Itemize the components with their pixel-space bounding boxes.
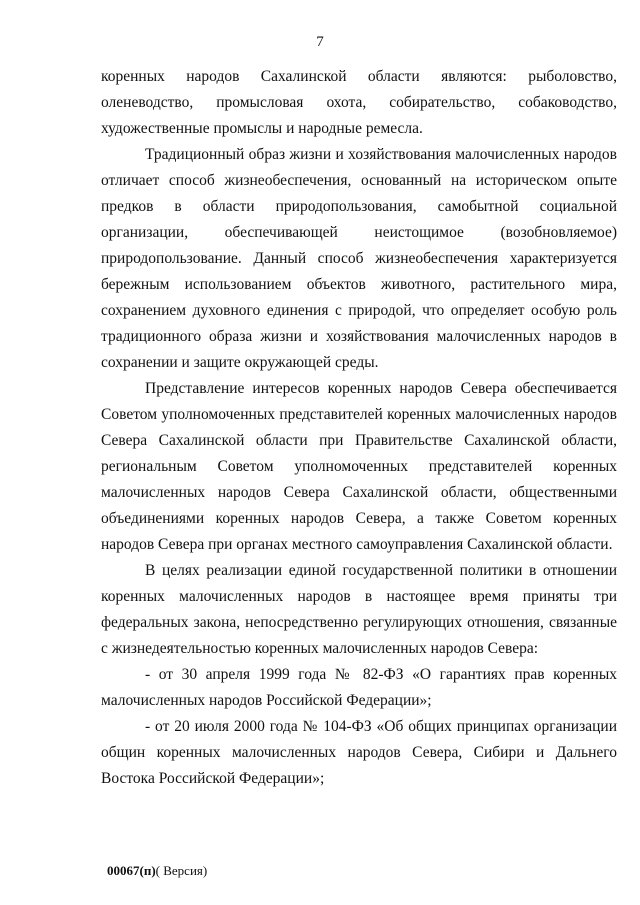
list-item-law-104: - от 20 июля 2000 года № 104-ФЗ «Об общих принципах организации общин коренных малочисленных народов Севера, Сибири и Дальнего Востока Российской Федерации»; (101, 718, 617, 787)
document-footer (107, 863, 207, 879)
list-item-law-82: - от 30 апреля 1999 года № 82-ФЗ «О гарантиях прав коренных малочисленных народов Российской Федерации»; (101, 666, 617, 709)
document-version: ( Версия) (155, 863, 208, 878)
paragraph-3: Представление интересов коренных народов Севера обеспечивается Советом уполномоченных представителей коренных малочисленных народов Севера Сахалинской области при Правительстве Сахалинской области, региональным Советом уполномоченных представителей коренных малочисленных народов Севера Сахалинской области, общественными объединениями коренных народов Севера, а также Советом коренных народов Севера при органах местного самоуправления Сахалинской области. (101, 380, 617, 553)
paragraph-1: коренных народов Сахалинской области являются: рыболовство, оленеводство, промысловая охота, собирательство, собаководство, художественные промыслы и народные ремесла. (101, 68, 617, 137)
paragraph-2: Традиционный образ жизни и хозяйствования малочисленных народов отличает способ жизнеобеспечения, основанный на историческом опыте предков в области природопользования, самобытной социальной организации, обеспечивающей неистощимое (возобновляемое) природопользование. Данный способ жизнеобеспечения характеризуется бережным использованием объектов животного, растительного мира, сохранением духовного единения с природой, что определяет особую роль традиционного образа жизни и хозяйствования малочисленных народов в сохранении и защите окружающей среды. (101, 146, 617, 371)
document-code: 00067(п) (107, 863, 156, 878)
document-body (101, 64, 617, 792)
paragraph-4: В целях реализации единой государственной политики в отношении коренных малочисленных народов в настоящее время приняты три федеральных закона, непосредственно регулирующих отношения, связанные с жизнедеятельностью коренных малочисленных народов Севера: (101, 562, 617, 657)
page-number: 7 (316, 34, 324, 50)
